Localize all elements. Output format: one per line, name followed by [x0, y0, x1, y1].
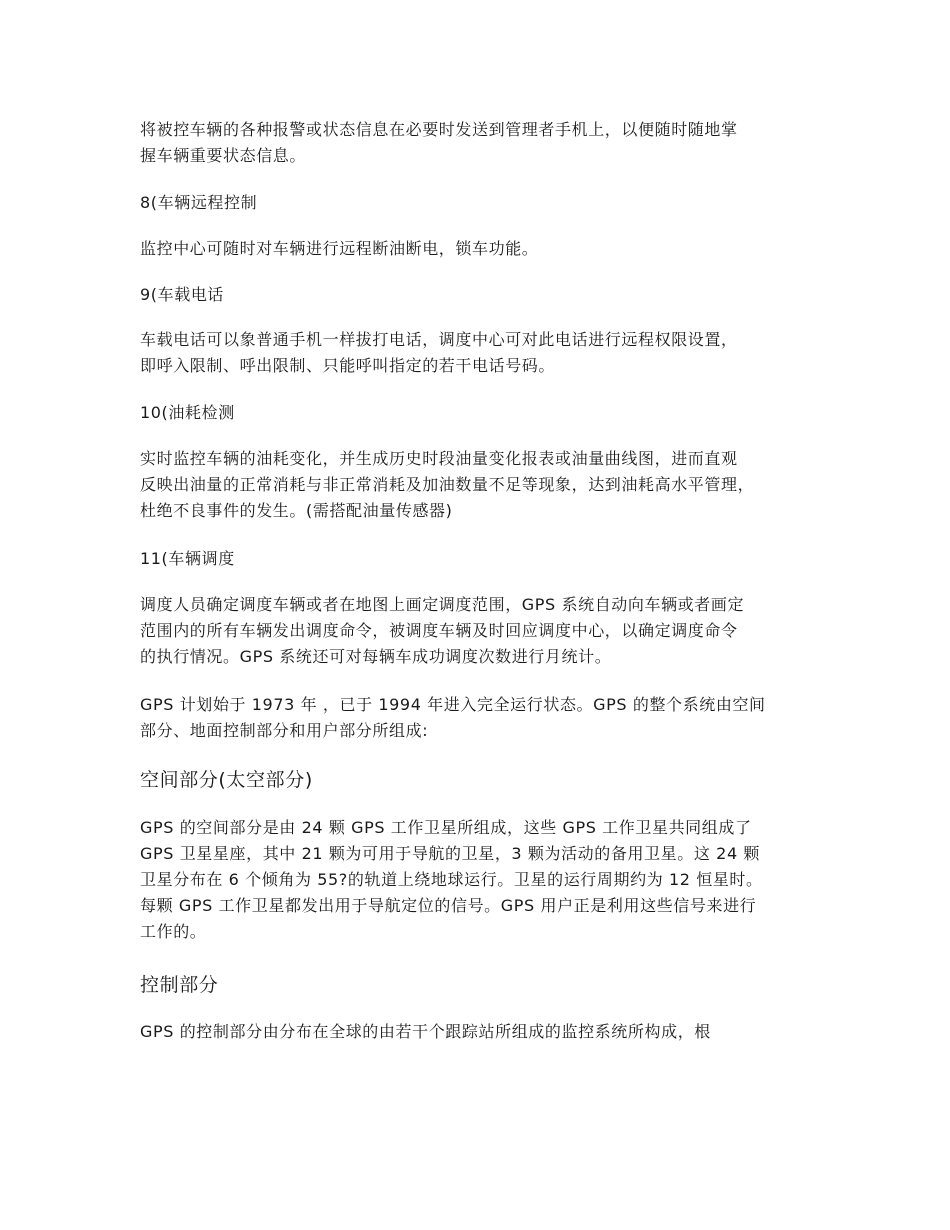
text-line: 11(车辆调度	[140, 549, 235, 568]
text-line: GPS 卫星星座，其中 21 颗为可用于导航的卫星，3 颗为活动的备用卫星。这 24 颗	[140, 844, 761, 863]
text-line: 的执行情况。GPS 系统还可对每辆车成功调度次数进行月统计。	[140, 647, 612, 666]
text-line: GPS 计划始于 1973 年 ，已于 1994 年进入完全运行状态。GPS 的整个系统由空间	[140, 695, 766, 714]
text-line: 每颗 GPS 工作卫星都发出用于导航定位的信号。GPS 用户正是利用这些信号来进行	[140, 896, 757, 915]
paragraph-alert-notification	[140, 117, 820, 169]
text-line: GPS 的空间部分是由 24 颗 GPS 工作卫星所组成，这些 GPS 工作卫星共同组成了	[140, 818, 752, 837]
section-title-space-segment	[140, 766, 820, 794]
text-line: 空间部分(太空部分)	[140, 769, 313, 791]
text-line: 9(车载电话	[140, 285, 225, 304]
text-line: 即呼入限制、呼出限制、只能呼叫指定的若干电话号码。	[140, 356, 556, 375]
text-line: 范围内的所有车辆发出调度命令，被调度车辆及时回应调度中心，以确定调度命令	[140, 621, 738, 640]
heading-remote-control	[140, 190, 820, 216]
text-line: 监控中心可随时对车辆进行远程断油断电，锁车功能。	[140, 239, 539, 258]
text-line: 实时监控车辆的油耗变化，并生成历史时段油量变化报表或油量曲线图，进而直观	[140, 449, 738, 468]
heading-vehicle-phone	[140, 282, 820, 308]
text-line: 将被控车辆的各种报警或状态信息在必要时发送到管理者手机上，以便随时随地掌	[140, 120, 738, 139]
text-line: GPS 的控制部分由分布在全球的由若干个跟踪站所组成的监控系统所构成，根	[140, 1022, 711, 1041]
heading-vehicle-dispatch	[140, 546, 820, 572]
text-line: 反映出油量的正常消耗与非正常消耗及加油数量不足等现象，达到油耗高水平管理，	[140, 475, 755, 494]
text-line: 工作的。	[140, 922, 207, 941]
paragraph-gps-plan	[140, 692, 820, 744]
text-line: 8(车辆远程控制	[140, 193, 258, 212]
heading-fuel-detection	[140, 400, 820, 426]
text-line: 握车辆重要状态信息。	[140, 146, 307, 165]
text-line: 杜绝不良事件的发生。(需搭配油量传感器)	[140, 501, 453, 520]
paragraph-control-segment	[140, 1019, 820, 1045]
text-line: 控制部分	[140, 974, 219, 996]
paragraph-vehicle-dispatch	[140, 592, 820, 670]
text-line: 卫星分布在 6 个倾角为 55?的轨道上绕地球运行。卫星的运行周期约为 12 恒星时。	[140, 870, 763, 889]
text-line: 调度人员确定调度车辆或者在地图上画定调度范围，GPS 系统自动向车辆或者画定	[140, 595, 745, 614]
paragraph-remote-control	[140, 236, 820, 262]
paragraph-vehicle-phone	[140, 327, 820, 379]
paragraph-fuel-detection	[140, 446, 820, 524]
text-line: 部分、地面控制部分和用户部分所组成:	[140, 721, 429, 740]
text-line: 车载电话可以象普通手机一样拔打电话，调度中心可对此电话进行远程权限设置，	[140, 330, 738, 349]
text-line: 10(油耗检测	[140, 403, 235, 422]
section-title-control-segment	[140, 971, 820, 999]
paragraph-space-segment	[140, 815, 820, 945]
